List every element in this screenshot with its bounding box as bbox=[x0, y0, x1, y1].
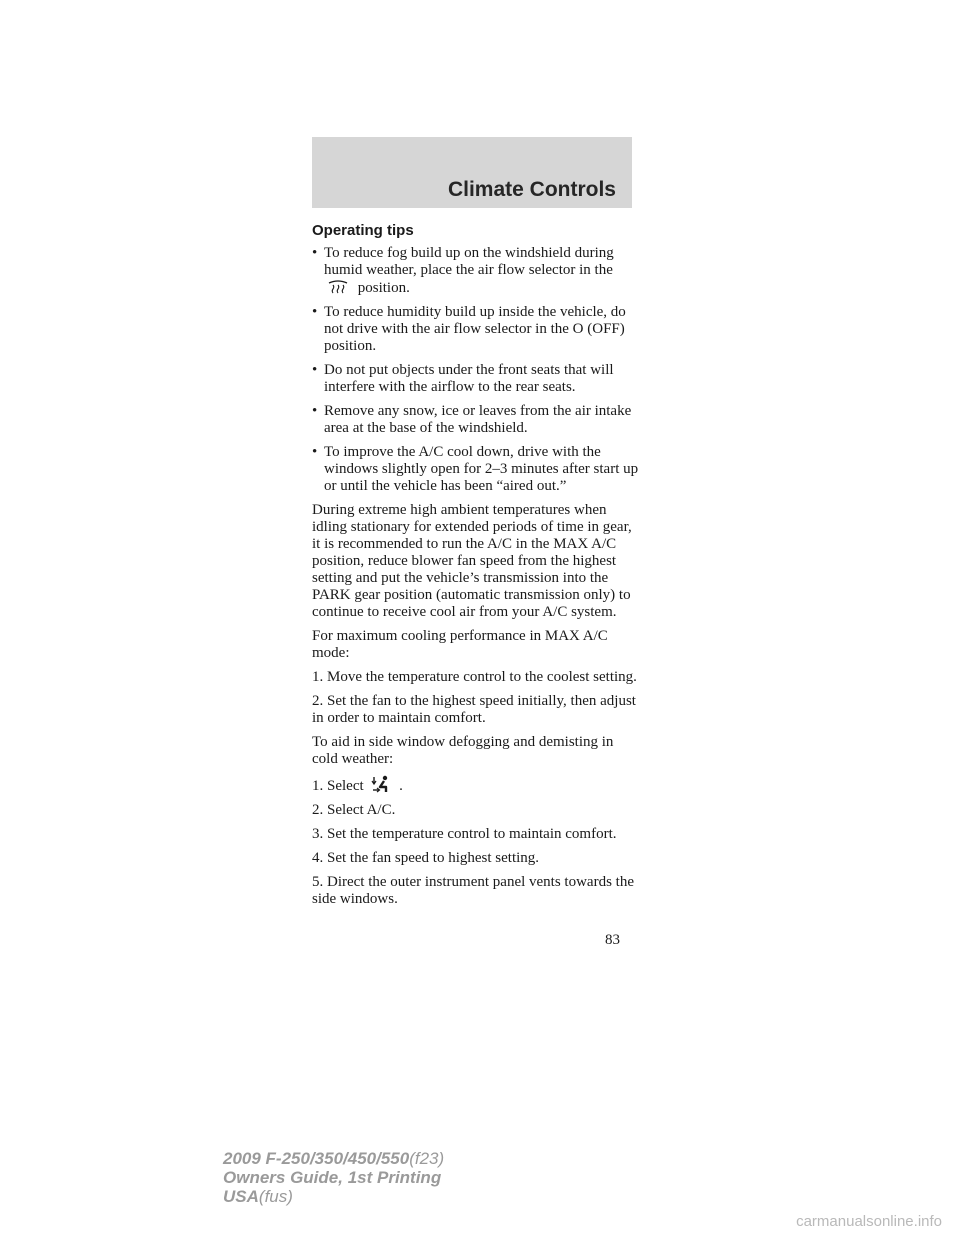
tip-text-end: position. bbox=[357, 280, 410, 296]
windshield-defrost-icon bbox=[327, 279, 349, 295]
paragraph: 2. Set the fan to the highest speed initially, then adjust in order to maintain comfort. bbox=[312, 693, 636, 726]
bullet: • bbox=[312, 245, 318, 261]
list-item bbox=[312, 245, 642, 297]
page-content bbox=[312, 222, 642, 915]
step-item: 5. Direct the outer instrument panel vents towards the side windows. bbox=[312, 874, 634, 907]
footer-line-2: Owners Guide, 1st Printing bbox=[223, 1168, 442, 1187]
footer-market: USA bbox=[223, 1187, 259, 1206]
footer-model: 2009 F-250/350/450/550 bbox=[223, 1149, 410, 1168]
tip-text: To reduce humidity build up inside the vehicle, do not drive with the air flow selector in the O (OFF) position. bbox=[324, 304, 626, 354]
operating-tips-heading: Operating tips bbox=[312, 222, 414, 239]
list-item bbox=[312, 444, 642, 495]
list-item bbox=[312, 403, 642, 437]
footer-model-code: (f23) bbox=[409, 1149, 445, 1168]
list-item bbox=[312, 304, 642, 355]
footer-market-code: (fus) bbox=[258, 1187, 293, 1206]
footer-line-1 bbox=[223, 1149, 444, 1168]
paragraph: During extreme high ambient temperatures when idling stationary for extended periods of time in gear, it is recommended to run the A/C in the MAX A/C position, reduce blower fan speed from the highest setting and put the vehicle’s transmission into the PARK gear position (automatic transmission only) to continue to receive cool air from your A/C system. bbox=[312, 502, 632, 620]
bullet: • bbox=[312, 362, 318, 378]
tips-list bbox=[312, 245, 642, 495]
section-title: Climate Controls bbox=[447, 178, 616, 201]
watermark: carmanualsonline.info bbox=[796, 1213, 942, 1230]
step-item bbox=[312, 775, 642, 795]
paragraph: To aid in side window defogging and demisting in cold weather: bbox=[312, 734, 614, 767]
page-number: 83 bbox=[605, 932, 620, 948]
step-text: 1. Select bbox=[312, 778, 364, 794]
tip-text: To reduce fog build up on the windshield during humid weather, place the air flow selector in the bbox=[324, 245, 614, 278]
tip-text: To improve the A/C cool down, drive with the windows slightly open for 2–3 minutes after start up or until the vehicle has been “aired out.” bbox=[324, 444, 639, 494]
print-footer bbox=[223, 1149, 444, 1206]
step-item: 4. Set the fan speed to highest setting. bbox=[312, 850, 540, 866]
step-text-end: . bbox=[399, 778, 403, 794]
step-item: 3. Set the temperature control to maintain comfort. bbox=[312, 826, 617, 842]
list-item bbox=[312, 362, 642, 396]
floor-defrost-mode-icon bbox=[370, 775, 392, 793]
tip-text: Do not put objects under the front seats that will interfere with the airflow to the rear seats. bbox=[324, 362, 614, 395]
section-header-band bbox=[312, 137, 632, 208]
tip-text: Remove any snow, ice or leaves from the air intake area at the base of the windshield. bbox=[324, 403, 632, 436]
paragraph: 1. Move the temperature control to the coolest setting. bbox=[312, 669, 637, 685]
bullet: • bbox=[312, 444, 318, 460]
bullet: • bbox=[312, 304, 318, 320]
bullet: • bbox=[312, 403, 318, 419]
step-item: 2. Select A/C. bbox=[312, 802, 396, 818]
paragraph: For maximum cooling performance in MAX A/C mode: bbox=[312, 628, 608, 661]
footer-line-3 bbox=[223, 1187, 444, 1206]
